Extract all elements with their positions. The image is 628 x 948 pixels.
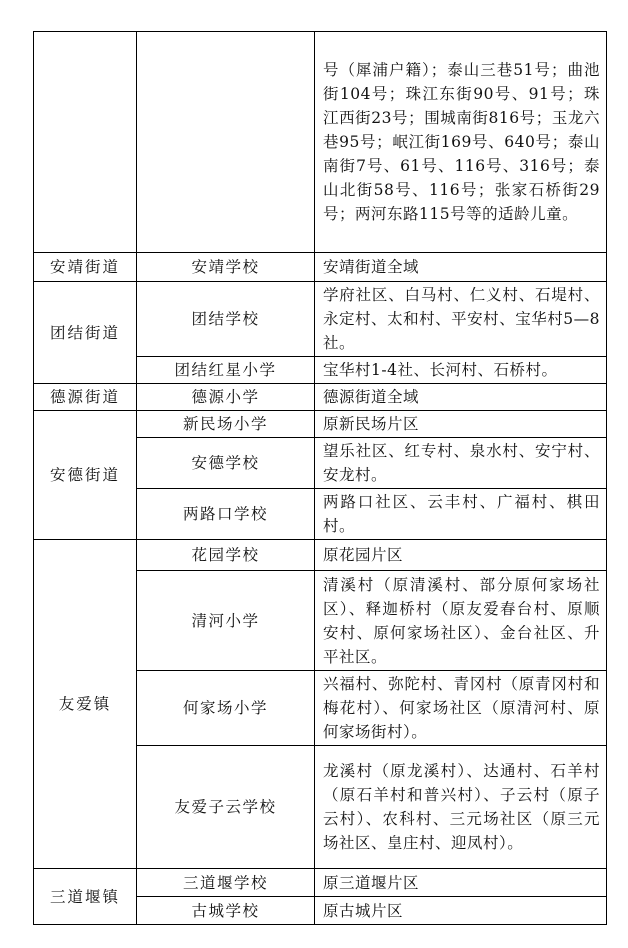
town-cell: 安德街道 — [34, 411, 137, 540]
area-cell: 宝华村1-4社、长河村、石桥村。 — [315, 357, 607, 384]
area-cell: 原花园片区 — [315, 540, 607, 571]
area-cell: 号（犀浦户籍）；泰山三巷51号；曲池街104号；珠江东街90号、91号；珠江西街23号；围城南街816号；玉龙六巷95号；岷江街169号、640号；泰山南街7号、61号、116号、316号；泰山北街58号、116号；张家石桥街29号；两河东路115号等的适龄儿童。 — [315, 32, 607, 253]
town-cell — [34, 32, 137, 253]
school-cell: 安靖学校 — [137, 253, 315, 282]
table-row — [34, 32, 607, 253]
area-cell: 学府社区、白马村、仁义村、石堤村、永定村、太和村、平安村、宝华村5—8社。 — [315, 282, 607, 357]
table-row — [34, 411, 607, 438]
school-cell: 德源小学 — [137, 384, 315, 411]
table-row — [34, 282, 607, 357]
table-row — [34, 869, 607, 897]
school-cell: 三道堰学校 — [137, 869, 315, 897]
table-row — [34, 253, 607, 282]
school-cell: 何家场小学 — [137, 671, 315, 746]
town-cell: 团结街道 — [34, 282, 137, 384]
area-cell: 原新民场片区 — [315, 411, 607, 438]
school-cell: 两路口学校 — [137, 489, 315, 540]
area-cell: 德源街道全域 — [315, 384, 607, 411]
area-cell: 安靖街道全域 — [315, 253, 607, 282]
town-cell: 三道堰镇 — [34, 869, 137, 925]
area-cell: 兴福村、弥陀村、青冈村（原青冈村和梅花村）、何家场社区（原清河村、原何家场街村）。 — [315, 671, 607, 746]
school-cell — [137, 32, 315, 253]
area-cell: 原古城片区 — [315, 897, 607, 925]
table-row — [34, 540, 607, 571]
school-district-table — [33, 31, 607, 925]
table-row — [34, 384, 607, 411]
school-cell: 安德学校 — [137, 438, 315, 489]
town-cell: 安靖街道 — [34, 253, 137, 282]
school-cell: 友爱子云学校 — [137, 746, 315, 869]
school-cell: 团结学校 — [137, 282, 315, 357]
school-cell: 花园学校 — [137, 540, 315, 571]
area-cell: 望乐社区、红专村、泉水村、安宁村、安龙村。 — [315, 438, 607, 489]
school-cell: 团结红星小学 — [137, 357, 315, 384]
area-cell: 两路口社区、云丰村、广福村、棋田村。 — [315, 489, 607, 540]
school-cell: 新民场小学 — [137, 411, 315, 438]
town-cell: 友爱镇 — [34, 540, 137, 869]
school-cell: 清河小学 — [137, 571, 315, 671]
school-cell: 古城学校 — [137, 897, 315, 925]
area-cell: 清溪村（原清溪村、部分原何家场社区）、释迦桥村（原友爱春台村、原顺安村、原何家场社区）、金台社区、升平社区。 — [315, 571, 607, 671]
area-cell: 龙溪村（原龙溪村）、达通村、石羊村（原石羊村和普兴村）、子云村（原子云村）、农科村、三元场社区（原三元场社区、皇庄村、迎凤村）。 — [315, 746, 607, 869]
area-cell: 原三道堰片区 — [315, 869, 607, 897]
town-cell: 德源街道 — [34, 384, 137, 411]
